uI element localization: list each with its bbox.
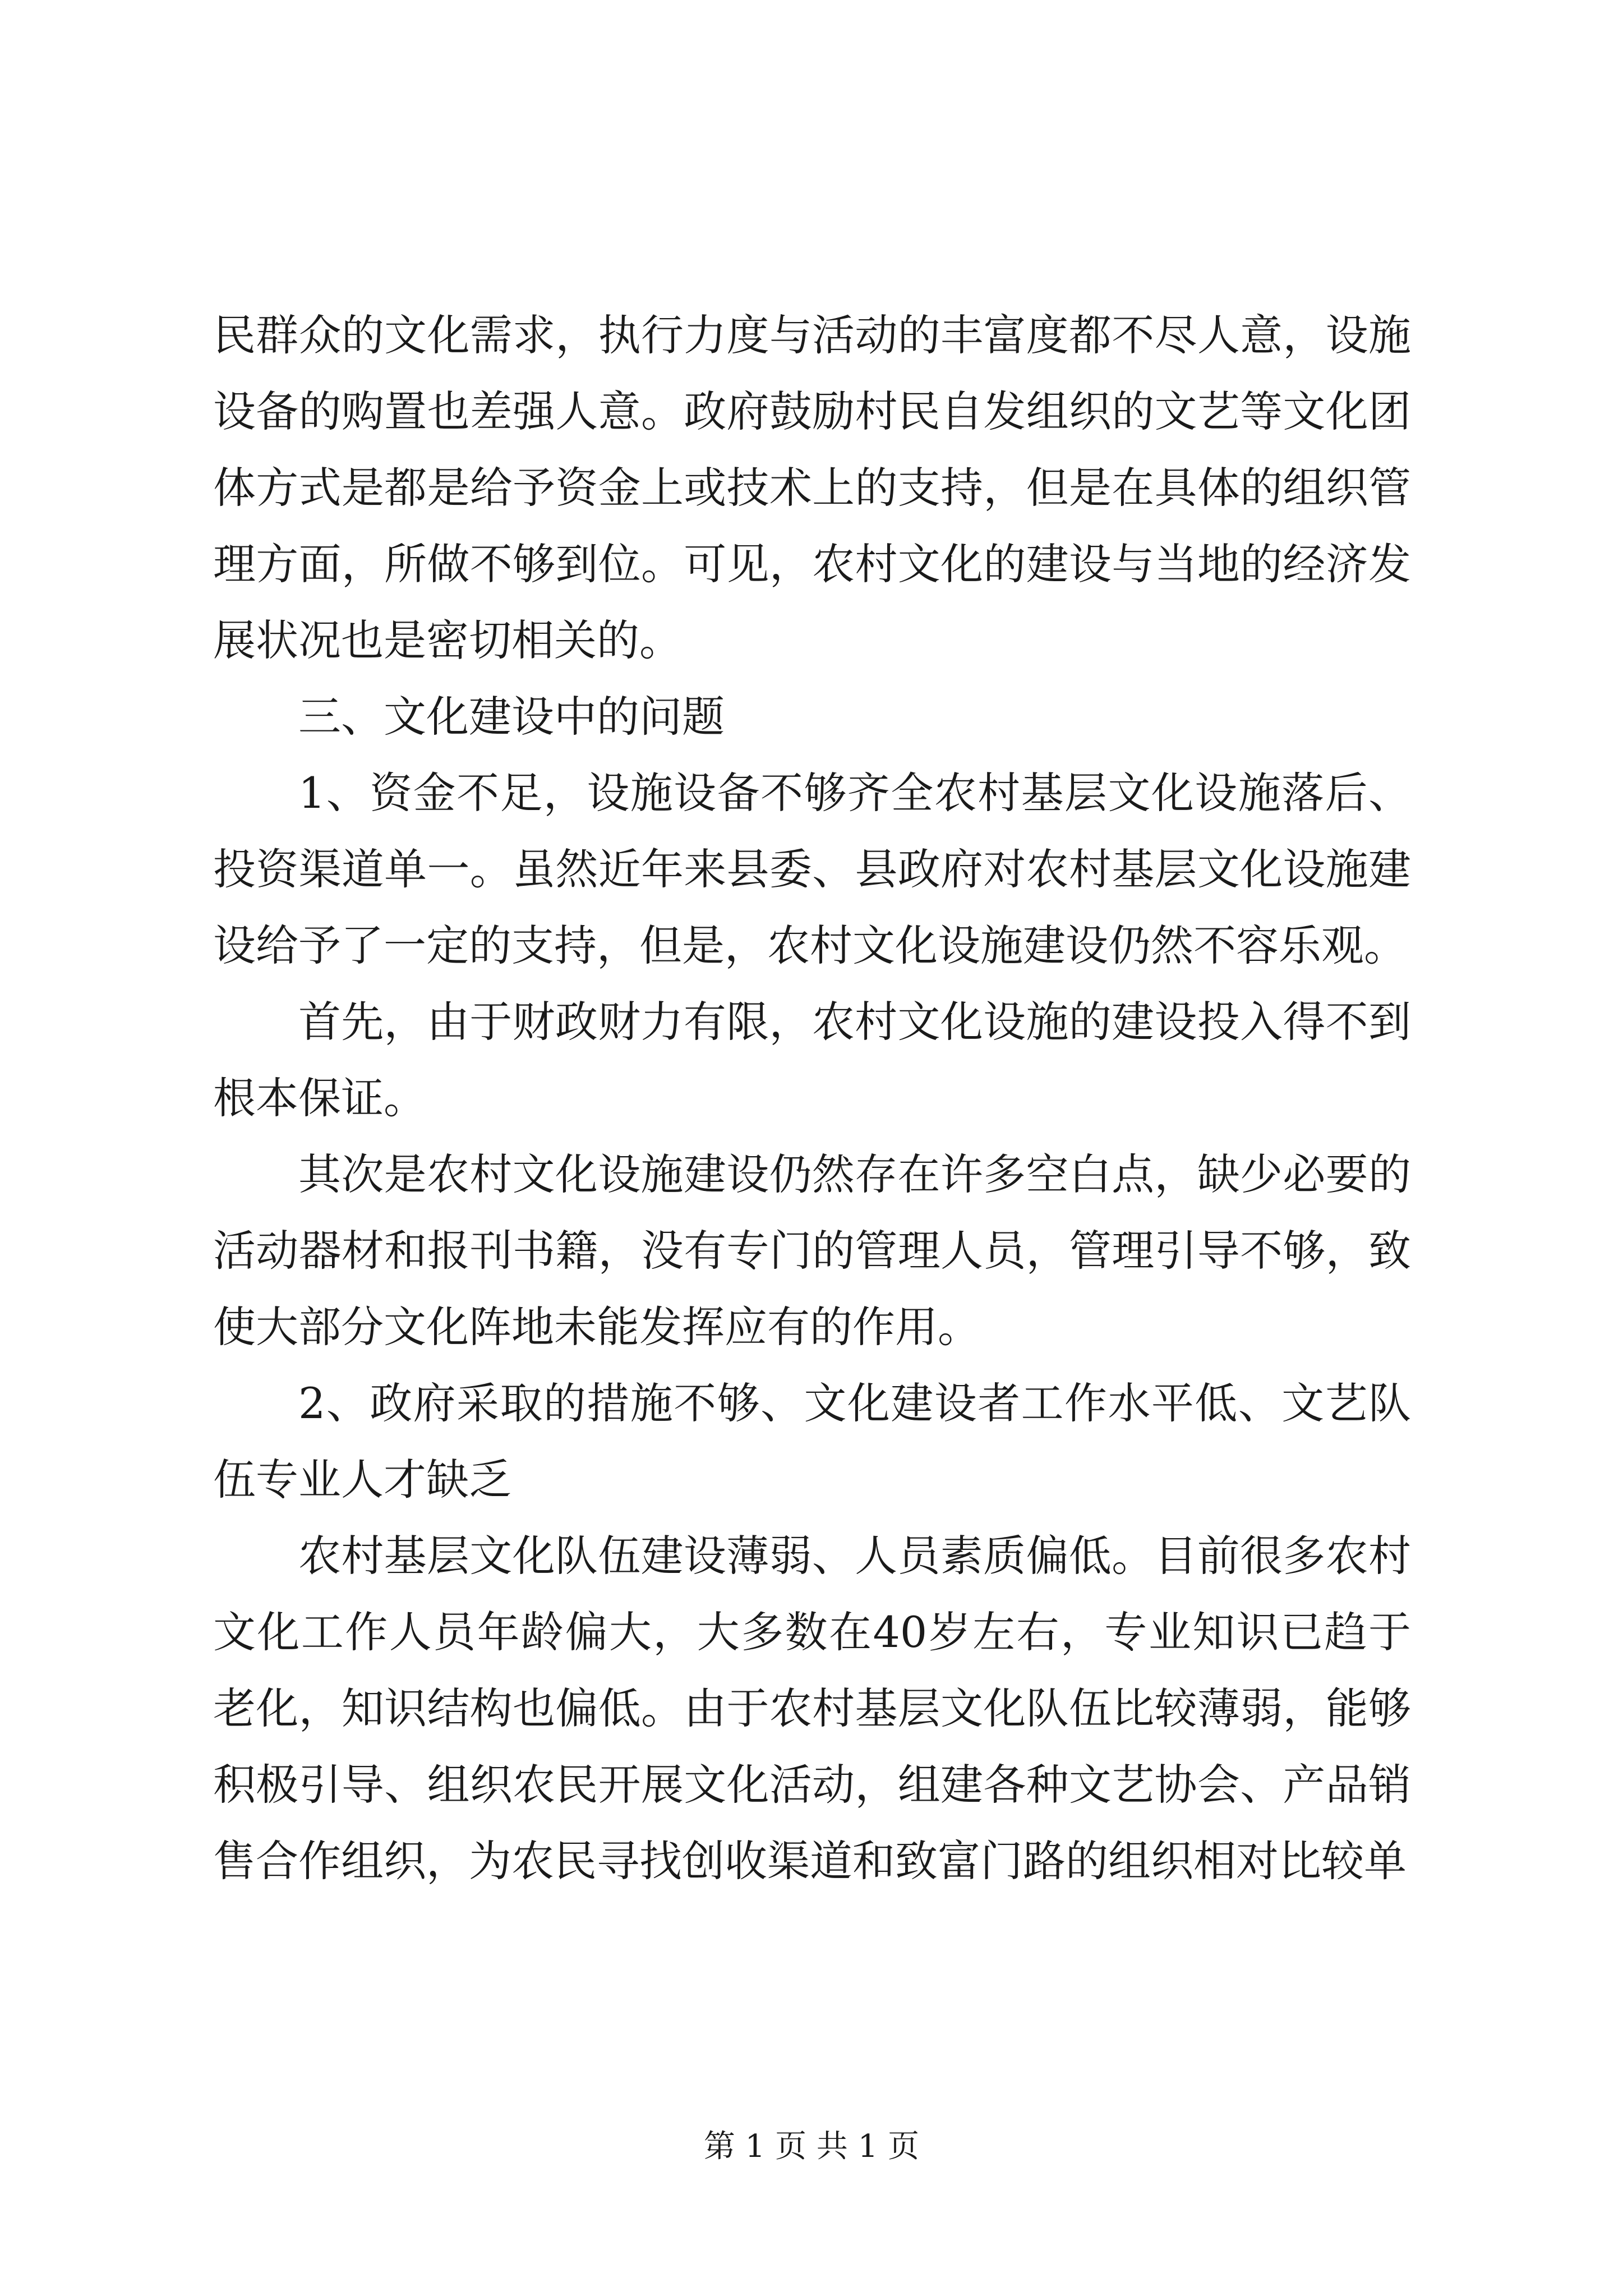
section-heading-problems: 三、文化建设中的问题 (298, 692, 725, 742)
paragraph-team: 农村基层文化队伍建设薄弱、人员素质偏低。目前很多农村文化工作人员年龄偏大，大多数在40岁左右，专业知识已趋于老化，知识结构也偏低。由于农村基层文化队伍比较薄弱，能够积极引导、组织农民开展文化活动，组建各种文艺协会、产品销售合作组织，为农民寻找创收渠道和致富门路的组织相对比较单 (213, 1531, 1411, 1886)
paragraph-first: 首先，由于财政财力有限，农村文化设施的建设投入得不到根本保证。 (213, 997, 1411, 1123)
page-footer: 第 1 页 共 1 页 (703, 2128, 920, 2165)
paragraph-1: 民群众的文化需求，执行力度与活动的丰富度都不尽人意，设施设备的购置也差强人意。政府鼓励村民自发组织的文艺等文化团体方式是都是给予资金上或技术上的支持，但是在具体的组织管理方面，所做不够到位。可见，农村文化的建设与当地的经济发展状况也是密切相关的。 (213, 310, 1411, 665)
document-body (213, 297, 1411, 1899)
paragraph-funding: 1、资金不足，设施设备不够齐全农村基层文化设施落后、投资渠道单一。虽然近年来县委、县政府对农村基层文化设施建设给予了一定的支持，但是，农村文化设施建设仍然不容乐观。 (213, 768, 1411, 970)
paragraph-second: 其次是农村文化设施建设仍然存在许多空白点，缺少必要的活动器材和报刊书籍，没有专门的管理人员，管理引导不够，致使大部分文化阵地未能发挥应有的作用。 (213, 1149, 1411, 1352)
paragraph-measures: 2、政府采取的措施不够、文化建设者工作水平低、文艺队伍专业人才缺乏 (213, 1378, 1411, 1504)
